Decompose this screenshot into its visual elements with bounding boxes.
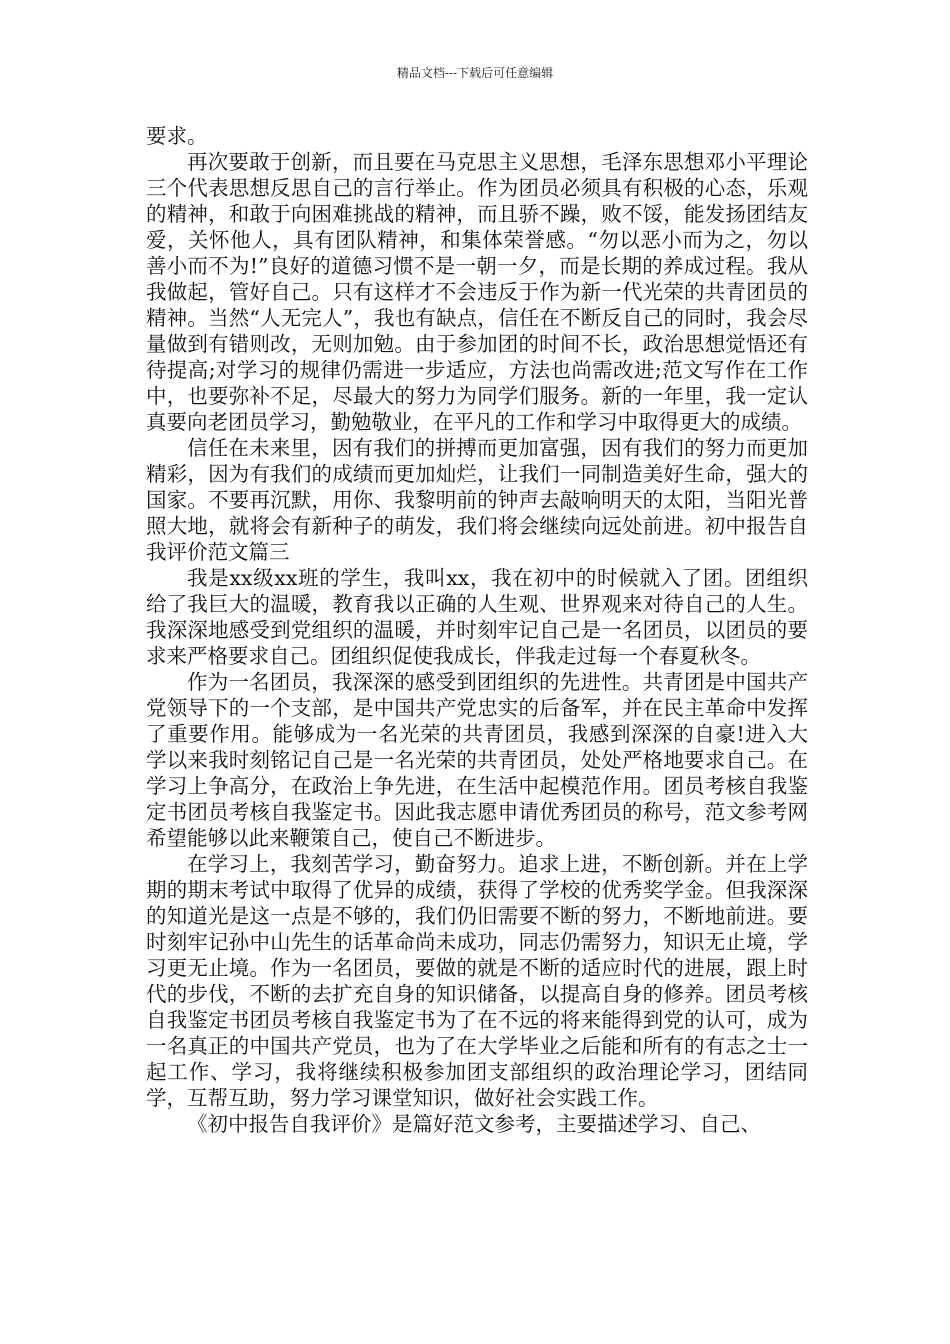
paragraph-introduction: 我是xx级xx班的学生，我叫xx，我在初中的时候就入了团。团组织给了我巨大的温暖，教育我以正确的人生观、世界观来对待自己的人生。我深深地感受到党组织的温暖，并时刻牢记自己是一名团员，以团员的要求来严格要求自己。团组织促使我成长，伴我走过每一个春夏秋冬。: [146, 566, 808, 668]
paragraph-innovation: 再次要敢于创新，而且要在马克思主义思想，毛泽东思想邓小平理论三个代表思想反思自己的言行举止。作为团员必须具有积极的心态，乐观的精神，和敢于向困难挑战的精神，而且骄不躁，败不馁，能发扬团结友爱，关怀他人，具有团队精神，和集体荣誉感。“勿以恶小而为之，勿以善小而不为!”良好的道德习惯不是一朝一夕，而是长期的养成过程。我从我做起，管好自己。只有这样才不会违反于作为新一代光荣的共青团员的精神。当然“人无完人”，我也有缺点，信任在不断反自己的同时，我会尽量做到有错则改，无则加勉。由于参加团的时间不长，政治思想觉悟还有待提高;对学习的规律仍需进一步适应，方法也尚需改进;范文写作在工作中，也要弥补不足，尽最大的努力为同学们服务。新的一年里，我一定认真要向老团员学习，勤勉敬业，在平凡的工作和学习中取得更大的成绩。: [146, 150, 808, 434]
paragraph-continuation: 要求。: [146, 124, 208, 148]
document-body: [146, 123, 808, 1137]
paragraph-summary: 《初中报告自我评价》是篇好范文参考，主要描述学习、自己、: [187, 1112, 761, 1136]
paragraph-future: 信任在未来里，因有我们的拼搏而更加富强，因有我们的努力而更加精彩，因为有我们的成绩而更加灿烂，让我们一同制造美好生命，强大的国家。不要再沉默，用你、我黎明前的钟声去敲响明天的太阳，当阳光普照大地，就将会有新种子的萌发，我们将会继续向远处前进。初中报告自我评价范文篇三: [146, 436, 808, 564]
page-header: 精品文档---下载后可任意编辑: [396, 66, 554, 80]
paragraph-league-member: 作为一名团员，我深深的感受到团组织的先进性。共青团是中国共产党领导下的一个支部，是中国共产党忠实的后备军，并在民主革命中发挥了重要作用。能够成为一名光荣的共青团员，我感到深深的自豪!进入大学以来我时刻铭记自己是一名光荣的共青团员，处处严格地要求自己。在学习上争高分，在政治上争先进，在生活中起模范作用。团员考核自我鉴定书团员考核自我鉴定书。因此我志愿申请优秀团员的称号，范文参考网希望能够以此来鞭策自己，使自己不断进步。: [146, 670, 808, 850]
paragraph-study: 在学习上，我刻苦学习，勤奋努力。追求上进，不断创新。并在上学期的期末考试中取得了优异的成绩，获得了学校的优秀奖学金。但我深深的知道光是这一点是不够的，我们仍旧需要不断的努力，不断地前进。要时刻牢记孙中山先生的话革命尚未成功，同志仍需努力，知识无止境，学习更无止境。作为一名团员，要做的就是不断的适应时代的进展，跟上时代的步伐，不断的去扩充自身的知识储备，以提高自身的修养。团员考核自我鉴定书团员考核自我鉴定书为了在不远的将来能得到党的认可，成为一名真正的中国共产党员，也为了在大学毕业之后能和所有的有志之士一起工作、学习，我将继续积极参加团支部组织的政治理论学习，团结同学，互帮互助，努力学习课堂知识，做好社会实践工作。: [146, 852, 808, 1110]
